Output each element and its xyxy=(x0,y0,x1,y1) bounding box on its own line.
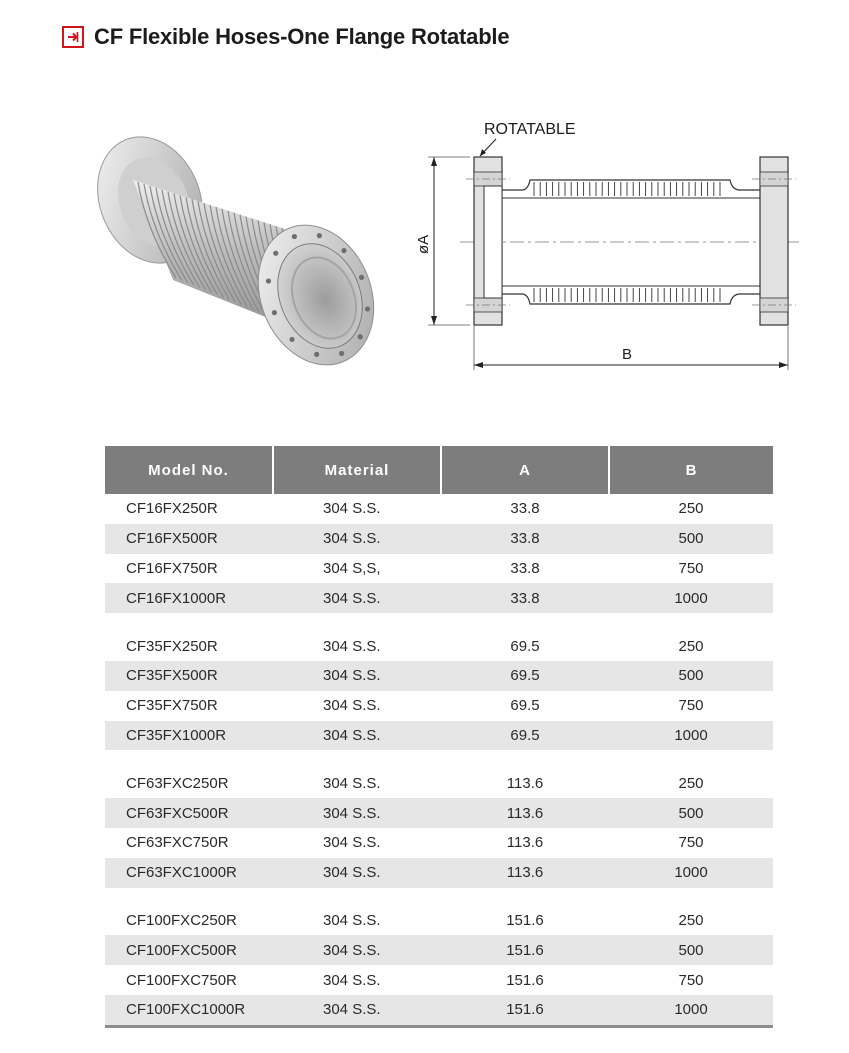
flange-bolt-hole xyxy=(272,310,277,315)
dim-a-label: øA xyxy=(415,234,432,254)
flange-bolt-hole xyxy=(341,248,346,253)
cell-model-no: CF16FX750R xyxy=(126,559,218,577)
flange-bolt-hole xyxy=(365,306,370,311)
cell-b: 1000 xyxy=(609,995,773,1026)
table-row xyxy=(105,691,773,721)
table-header-row xyxy=(105,446,773,494)
cell-a: 69.5 xyxy=(441,661,609,691)
flange-bolt-hole xyxy=(317,233,322,238)
cell-material: 304 S.S. xyxy=(273,935,441,965)
cell-model-no: CF35FX750R xyxy=(126,697,218,715)
page-title: CF Flexible Hoses-One Flange Rotatable xyxy=(94,24,510,49)
cell-a: 151.6 xyxy=(441,935,609,965)
cell-a: 113.6 xyxy=(441,858,609,888)
cell-model-no: CF63FXC1000R xyxy=(105,858,273,888)
cell-a: 33.8 xyxy=(441,583,609,613)
header-b: B xyxy=(609,446,773,494)
rotatable-label: ROTATABLE xyxy=(484,121,576,138)
cell-material: 304 S.S. xyxy=(273,583,441,613)
cell-model-no: CF100FXC1000R xyxy=(105,995,273,1026)
cell-material: 304 S.S. xyxy=(273,721,441,751)
cell-a: 151.6 xyxy=(506,971,544,989)
cell-b: 750 xyxy=(678,834,704,852)
arrow-right-box-icon xyxy=(62,26,84,48)
flange-bolt-hole xyxy=(292,234,297,239)
cell-a: 33.8 xyxy=(441,524,609,554)
header-model-no: Model No. xyxy=(105,446,273,494)
cell-b: 750 xyxy=(678,697,704,715)
flange-bolt-hole xyxy=(314,352,319,357)
cell-b: 500 xyxy=(609,935,773,965)
cell-b: 250 xyxy=(678,500,704,518)
table-row xyxy=(105,494,773,524)
header-material: Material xyxy=(273,446,441,494)
page-title-row xyxy=(62,24,509,50)
table-row xyxy=(105,995,773,1026)
cell-material: 304 S.S. xyxy=(273,798,441,828)
group-spacer xyxy=(105,888,773,906)
product-photo xyxy=(88,120,388,385)
flange-bolt-hole xyxy=(359,275,364,280)
cell-material: 304 S.S. xyxy=(323,500,381,518)
group-spacer-cell xyxy=(105,750,773,768)
flange-bolt-hole xyxy=(266,278,271,283)
cell-a: 113.6 xyxy=(506,774,544,792)
cell-model-no: CF16FX1000R xyxy=(105,583,273,613)
cell-material: 304 S.S. xyxy=(273,661,441,691)
table-row xyxy=(105,965,773,995)
cell-b: 750 xyxy=(678,559,704,577)
table-row xyxy=(105,906,773,936)
table-row xyxy=(105,858,773,888)
cell-material: 304 S.S. xyxy=(323,697,381,715)
table-row xyxy=(105,583,773,613)
cell-material: 304 S.S. xyxy=(323,911,381,929)
group-spacer-cell xyxy=(105,613,773,631)
table-row xyxy=(105,721,773,751)
cell-material: 304 S.S. xyxy=(323,834,381,852)
cell-material: 304 S.S. xyxy=(273,995,441,1026)
group-spacer xyxy=(105,750,773,768)
cell-b: 1000 xyxy=(609,858,773,888)
cell-material: 304 S.S. xyxy=(323,774,381,792)
table-row xyxy=(105,768,773,798)
cell-model-no: CF63FXC750R xyxy=(126,834,229,852)
cell-a: 33.8 xyxy=(510,559,540,577)
cell-a: 151.6 xyxy=(441,995,609,1026)
cell-b: 1000 xyxy=(609,583,773,613)
group-spacer-cell xyxy=(105,888,773,906)
cell-b: 500 xyxy=(609,798,773,828)
cell-material: 304 S,S, xyxy=(323,559,381,577)
cell-model-no: CF100FXC500R xyxy=(105,935,273,965)
table-row xyxy=(105,661,773,691)
cell-b: 500 xyxy=(609,661,773,691)
cell-model-no: CF63FXC250R xyxy=(126,774,229,792)
cell-model-no: CF100FXC750R xyxy=(126,971,237,989)
cell-model-no: CF100FXC250R xyxy=(126,911,237,929)
table-row xyxy=(105,798,773,828)
table-row xyxy=(105,631,773,661)
cell-b: 1000 xyxy=(609,721,773,751)
cell-b: 250 xyxy=(678,911,704,929)
cell-a: 69.5 xyxy=(510,697,540,715)
flange-bolt-hole xyxy=(339,351,344,356)
cell-model-no: CF63FXC500R xyxy=(105,798,273,828)
flange-bolt-hole xyxy=(358,334,363,339)
table-row xyxy=(105,828,773,858)
dim-b-label: B xyxy=(622,346,633,363)
cell-a: 113.6 xyxy=(441,798,609,828)
header-a: A xyxy=(441,446,609,494)
cell-b: 500 xyxy=(609,524,773,554)
cell-model-no: CF35FX1000R xyxy=(105,721,273,751)
cell-model-no: CF35FX250R xyxy=(126,637,218,655)
cell-model-no: CF35FX500R xyxy=(105,661,273,691)
cell-a: 33.8 xyxy=(510,500,540,518)
table-row xyxy=(105,554,773,584)
cell-b: 750 xyxy=(678,971,704,989)
spec-table xyxy=(105,446,773,1028)
cell-material: 304 S.S. xyxy=(323,971,381,989)
cell-model-no: CF16FX250R xyxy=(126,500,218,518)
cell-model-no: CF16FX500R xyxy=(105,524,273,554)
flange-bolt-hole xyxy=(289,337,294,342)
cell-a: 113.6 xyxy=(506,834,544,852)
flange-bolt-hole xyxy=(273,251,278,256)
cell-a: 69.5 xyxy=(441,721,609,751)
cell-material: 304 S.S. xyxy=(273,524,441,554)
cell-a: 69.5 xyxy=(510,637,540,655)
technical-drawing xyxy=(400,112,810,377)
cell-b: 250 xyxy=(678,774,704,792)
table-row xyxy=(105,935,773,965)
cell-material: 304 S.S. xyxy=(323,637,381,655)
table-row xyxy=(105,524,773,554)
cell-b: 250 xyxy=(678,637,704,655)
cell-a: 151.6 xyxy=(506,911,544,929)
cell-material: 304 S.S. xyxy=(273,858,441,888)
group-spacer xyxy=(105,613,773,631)
